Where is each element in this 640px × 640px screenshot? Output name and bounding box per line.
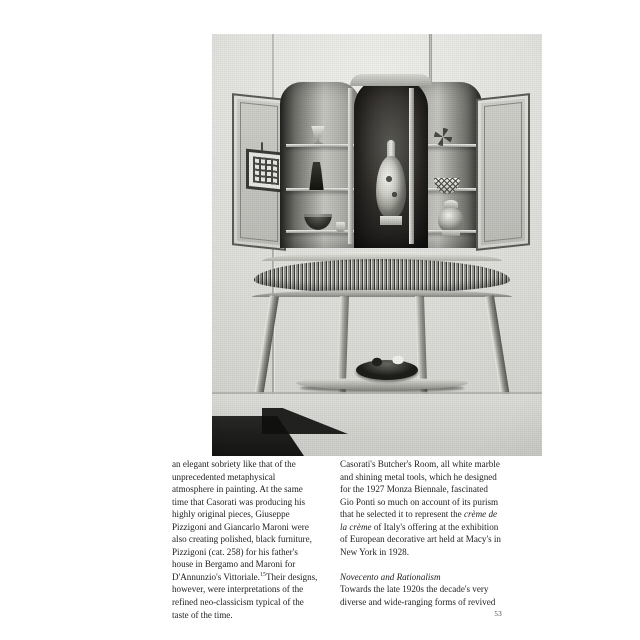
small-cup-object — [336, 222, 345, 232]
urn-foot — [442, 230, 460, 236]
lidded-urn-object — [438, 208, 464, 232]
cabinet-door-edge-right — [409, 88, 414, 244]
body-text-column-left — [172, 458, 318, 621]
display-cabinet — [232, 82, 530, 257]
urn-lid — [444, 200, 458, 208]
tray-contents — [368, 352, 408, 368]
paragraph-right-1-post: of Italy's offering at the exhibition of European decorative art held at Macy's in New York in 1928. — [340, 521, 501, 557]
paragraph-right-1 — [340, 458, 502, 558]
footnote-marker: 15 — [259, 571, 266, 578]
display-cabinet-photograph — [212, 34, 542, 456]
italic-phrase-creme-de-la-creme: crème de la crème — [340, 509, 498, 532]
page-number: 53 — [494, 610, 502, 618]
paragraph-right-1-pre: Casorati's Butcher's Room, all white marble and shining metal tools, which he designed for the 1927 Monza Biennale, fascinated Gio Ponti so much on account of its purism that he selected it to represent the — [340, 459, 500, 520]
photo-surface — [212, 34, 542, 456]
section-heading-novecento-and-rationalism: Novecento and Rationalism — [340, 571, 441, 582]
paragraph-left-1-tail: Their designs, however, were interpretations of the refined neo-classicism typical of the taste of the time. — [172, 571, 318, 620]
door-panel-moulding-right — [484, 102, 522, 242]
vase-pedestal — [380, 216, 402, 225]
body-text-column-right — [340, 458, 502, 609]
shelf — [286, 144, 354, 147]
cabinet-door-left — [232, 93, 286, 251]
cabinet-door-right — [476, 93, 530, 251]
paragraph-right-2: Towards the late 1920s the decade's very diverse and wide-ranging forms of revived — [340, 584, 496, 608]
cabinet-cornice — [350, 74, 432, 86]
apron-lip — [252, 290, 512, 297]
star-ornament — [434, 128, 452, 146]
fluted-apron — [254, 259, 510, 293]
cabinet-door-edge-left — [348, 88, 353, 244]
paragraph-left-1-text: an elegant sobriety like that of the unprecedented metaphysical atmosphere in painting. At the same time that Casorati was producing his highly original pieces, Giuseppe Pizzigoni and Giancarlo Maroni were also creating polished, black furniture, Pizzigoni (cat. 258) for his father's house in Bergamo and Maroni for D'Annunzio's Vittoriale. — [172, 459, 312, 582]
paragraph-left-1 — [172, 458, 318, 621]
vase-decoration — [382, 170, 400, 204]
